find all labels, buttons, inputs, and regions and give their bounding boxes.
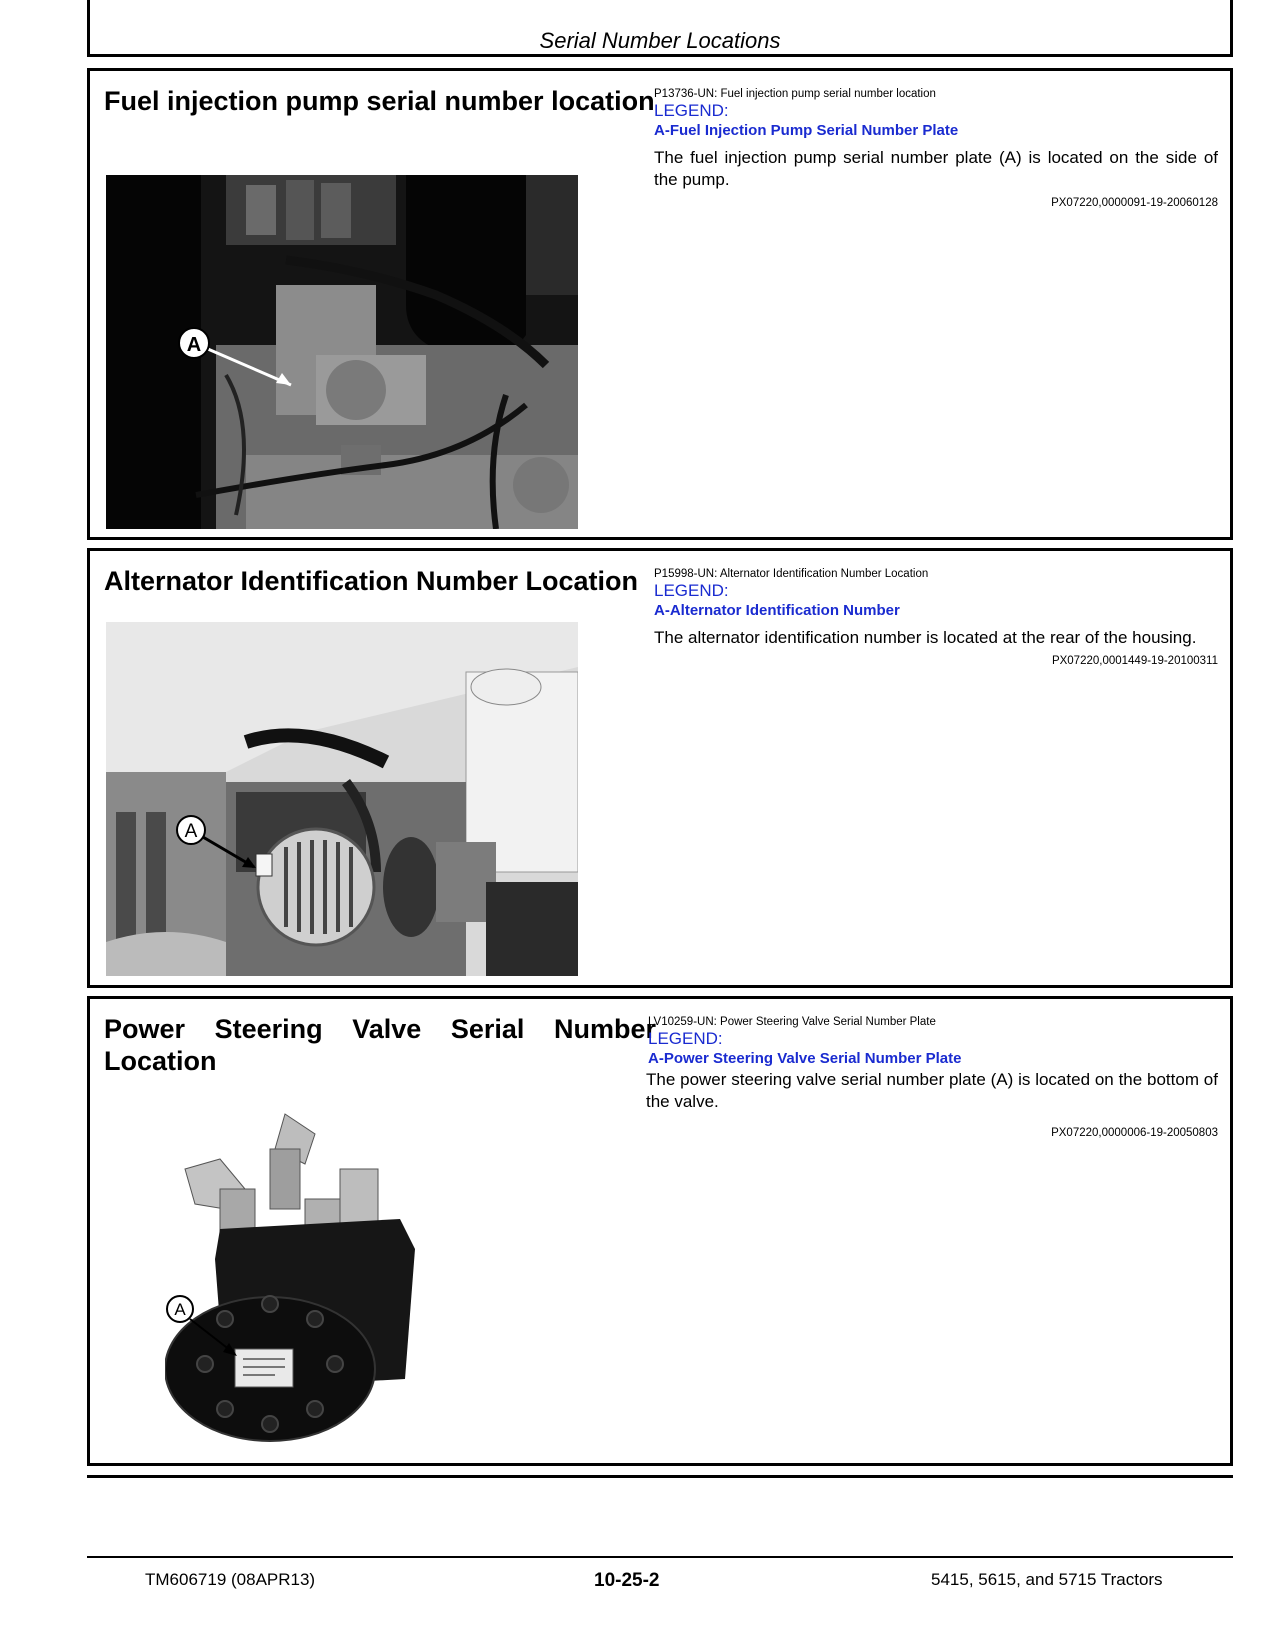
power-steering-valve-photo	[165, 1109, 495, 1459]
figure-caption: P13736-UN: Fuel injection pump serial number location	[654, 88, 936, 100]
legend-label: LEGEND:	[654, 581, 729, 600]
figure-caption: LV10259-UN: Power Steering Valve Serial Number Plate	[648, 1016, 936, 1028]
section-title: Fuel injection pump serial number location	[104, 86, 655, 116]
footer-page-number: 10-25-2	[594, 1570, 660, 1591]
legend-item: A-Alternator Identification Number	[654, 602, 900, 619]
section-alternator	[87, 548, 1233, 988]
legend-item: A-Fuel Injection Pump Serial Number Plate	[654, 122, 959, 139]
callout-label: A	[184, 821, 198, 842]
section-side-column	[652, 567, 1218, 667]
alternator-photo	[106, 622, 578, 976]
footer-document-id: TM606719 (08APR13)	[145, 1570, 316, 1589]
reference-code: PX07220,0000091-19-20060128	[1051, 197, 1218, 209]
page-title: Serial Number Locations	[539, 28, 781, 53]
callout-label: A	[174, 1300, 186, 1319]
section-side-column	[652, 87, 1218, 209]
reference-code: PX07220,0000006-19-20050803	[1051, 1127, 1218, 1139]
legend-item: A-Power Steering Valve Serial Number Plate	[648, 1050, 962, 1067]
fuel-injection-pump-photo	[106, 175, 578, 529]
section-title: Alternator Identification Number Location	[104, 566, 639, 596]
section-side-column	[646, 1015, 1218, 1139]
page-header	[87, 0, 1233, 57]
section-fuel-injection-pump	[87, 68, 1233, 540]
legend-label: LEGEND:	[648, 1029, 723, 1048]
section-power-steering-valve	[87, 996, 1233, 1466]
section-title: Power Steering Valve Serial Number Location	[104, 1014, 656, 1076]
footer-product: 5415, 5615, and 5715 Tractors	[931, 1570, 1163, 1589]
reference-code: PX07220,0001449-19-20100311	[1051, 655, 1218, 667]
callout-label: A	[186, 334, 202, 356]
section-body: The power steering valve serial number plate (A) is located on the bottom of the valve.	[646, 1070, 1218, 1111]
section-body: The alternator identification number is located at the rear of the housing.	[654, 628, 1197, 647]
section-body: The fuel injection pump serial number plate (A) is located on the side of the pump.	[654, 148, 1218, 189]
legend-label: LEGEND:	[654, 101, 729, 120]
figure-caption: P15998-UN: Alternator Identification Number Location	[654, 568, 929, 580]
footer-rule	[87, 1556, 1233, 1558]
content-end-rule	[87, 1475, 1233, 1478]
